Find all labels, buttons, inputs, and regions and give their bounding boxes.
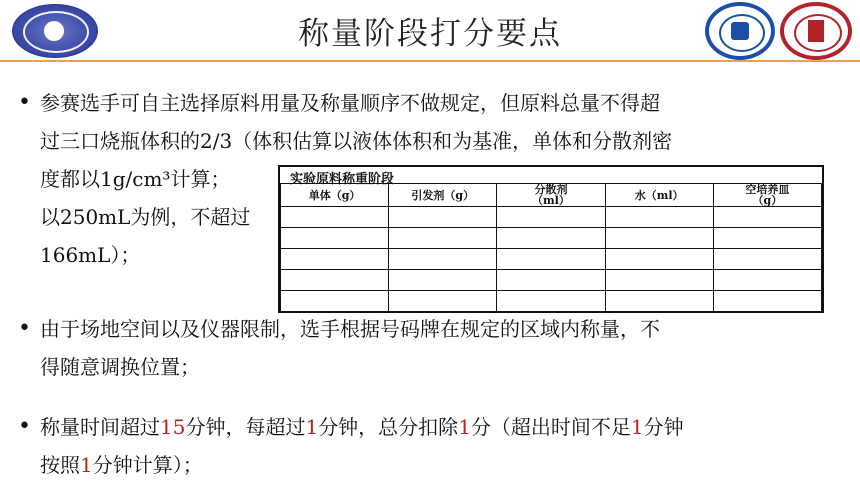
bullet-dot: • bbox=[18, 316, 31, 341]
table-caption: 实验原料称重阶段 bbox=[290, 172, 395, 187]
bullet1-line1: 参赛选手可自主选择原料用量及称量顺序不做规定，但原料总量不得超 bbox=[40, 91, 660, 115]
table-cell bbox=[281, 228, 389, 249]
bullet1-line3: 度都以1g/cm³计算； bbox=[40, 167, 231, 191]
table-cell bbox=[605, 270, 713, 291]
table-cell bbox=[389, 228, 497, 249]
table-cell bbox=[497, 207, 605, 228]
table-cell bbox=[389, 207, 497, 228]
bullet2-line2: 得随意调换位置； bbox=[40, 355, 200, 379]
table-cell bbox=[389, 291, 497, 312]
weighing-record-table bbox=[278, 165, 824, 313]
title-divider bbox=[0, 60, 860, 62]
highlight-number: 1 bbox=[458, 415, 471, 439]
table-cell bbox=[713, 207, 821, 228]
bullet3-line2 bbox=[40, 446, 203, 484]
table-cell bbox=[497, 249, 605, 270]
table-cell bbox=[389, 270, 497, 291]
text-segment: 分钟 bbox=[643, 415, 684, 439]
table-cell bbox=[605, 291, 713, 312]
table-row bbox=[281, 270, 822, 291]
text-segment: 分（超出时间不足 bbox=[470, 415, 631, 439]
table-cell bbox=[497, 270, 605, 291]
table-row bbox=[281, 228, 822, 249]
table-cell bbox=[713, 249, 821, 270]
bullet1-line4: 以250mL为例，不超过 bbox=[40, 205, 251, 229]
table-cell bbox=[497, 228, 605, 249]
text-segment: 称量时间超过 bbox=[40, 415, 160, 439]
table-cell bbox=[389, 249, 497, 270]
table-row bbox=[281, 249, 822, 270]
bullet3-line1 bbox=[40, 408, 684, 446]
minjiang-university-logo-icon bbox=[705, 2, 775, 60]
donghua-university-logo-icon bbox=[780, 2, 852, 60]
table-header-cell: 引发剂（g） bbox=[389, 184, 497, 207]
slide-header bbox=[0, 0, 860, 60]
highlight-number: 1 bbox=[630, 415, 644, 439]
table-cell bbox=[713, 291, 821, 312]
table-header-row bbox=[281, 184, 822, 207]
table-cell bbox=[281, 270, 389, 291]
text-segment: 分钟计算）； bbox=[92, 453, 203, 477]
table-cell bbox=[281, 291, 389, 312]
bullet2-line1: 由于场地空间以及仪器限制，选手根据号码牌在规定的区域内称量，不 bbox=[40, 317, 660, 341]
table-row bbox=[281, 291, 822, 312]
text-segment: 分钟，总分扣除 bbox=[318, 415, 459, 439]
table-row bbox=[281, 207, 822, 228]
bullet1-line2: 过三口烧瓶体积的2/3（体积估算以液体体积和为基准，单体和分散剂密 bbox=[40, 129, 673, 153]
table-header-cell: 分散剂 （ml） bbox=[497, 184, 605, 207]
table-cell bbox=[497, 291, 605, 312]
bullet-dot: • bbox=[18, 414, 31, 439]
bullet-dot: • bbox=[18, 90, 31, 115]
bullet1-line5: 166mL）； bbox=[40, 243, 141, 267]
table-cell bbox=[605, 228, 713, 249]
table-header-cell: 水（ml） bbox=[605, 184, 713, 207]
slide-title: 称量阶段打分要点 bbox=[298, 16, 562, 52]
text-segment: 按照 bbox=[40, 453, 80, 477]
highlight-number: 1 bbox=[305, 415, 319, 439]
table-cell bbox=[713, 270, 821, 291]
table-cell bbox=[281, 207, 389, 228]
table-cell bbox=[281, 249, 389, 270]
table-cell bbox=[713, 228, 821, 249]
table-grid bbox=[280, 183, 822, 312]
text-segment: 分钟，每超过 bbox=[185, 415, 306, 439]
table-header-cell: 空培养皿 （g） bbox=[713, 184, 821, 207]
highlight-number: 1 bbox=[80, 453, 93, 477]
highlight-number: 15 bbox=[160, 415, 186, 439]
table-cell bbox=[605, 207, 713, 228]
table-header-cell: 单体（g） bbox=[281, 184, 389, 207]
table-cell bbox=[605, 249, 713, 270]
